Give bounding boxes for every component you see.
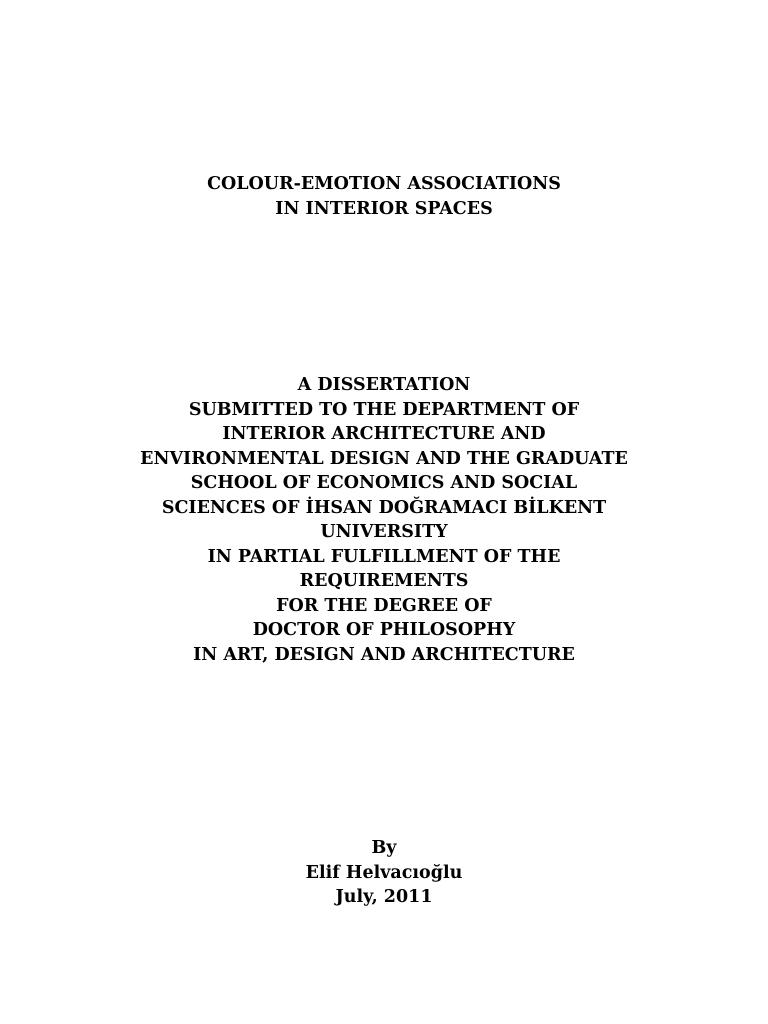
submission-line: ENVIRONMENTAL DESIGN AND THE GRADUATE [140, 448, 628, 469]
submission-date: July, 2011 [335, 887, 433, 907]
submission-line: DOCTOR OF PHILOSOPHY [252, 620, 516, 640]
submission-line: FOR THE DEGREE OF [276, 595, 492, 616]
submission-line: INTERIOR ARCHITECTURE AND [222, 424, 546, 444]
title-line: IN INTERIOR SPACES [275, 198, 493, 219]
submission-line: SCIENCES OF İHSAN DOĞRAMACI BİLKENT [161, 497, 607, 518]
by-label: By [371, 838, 397, 858]
submission-line: A DISSERTATION [297, 375, 471, 395]
submission-line: IN PARTIAL FULFILLMENT OF THE [207, 546, 561, 567]
submission-line: REQUIREMENTS [299, 571, 469, 591]
title-line: COLOUR-EMOTION ASSOCIATIONS [207, 174, 561, 194]
submission-line: SUBMITTED TO THE DEPARTMENT OF [188, 399, 580, 420]
submission-line: SCHOOL OF ECONOMICS AND SOCIAL [190, 473, 578, 493]
submission-line: IN ART, DESIGN AND ARCHITECTURE [193, 644, 575, 665]
submission-line: UNIVERSITY [320, 522, 448, 542]
author-section [0, 836, 768, 910]
author-name: Elif Helvacıoğlu [305, 862, 463, 883]
submission-statement [0, 373, 768, 667]
dissertation-title [0, 172, 768, 221]
